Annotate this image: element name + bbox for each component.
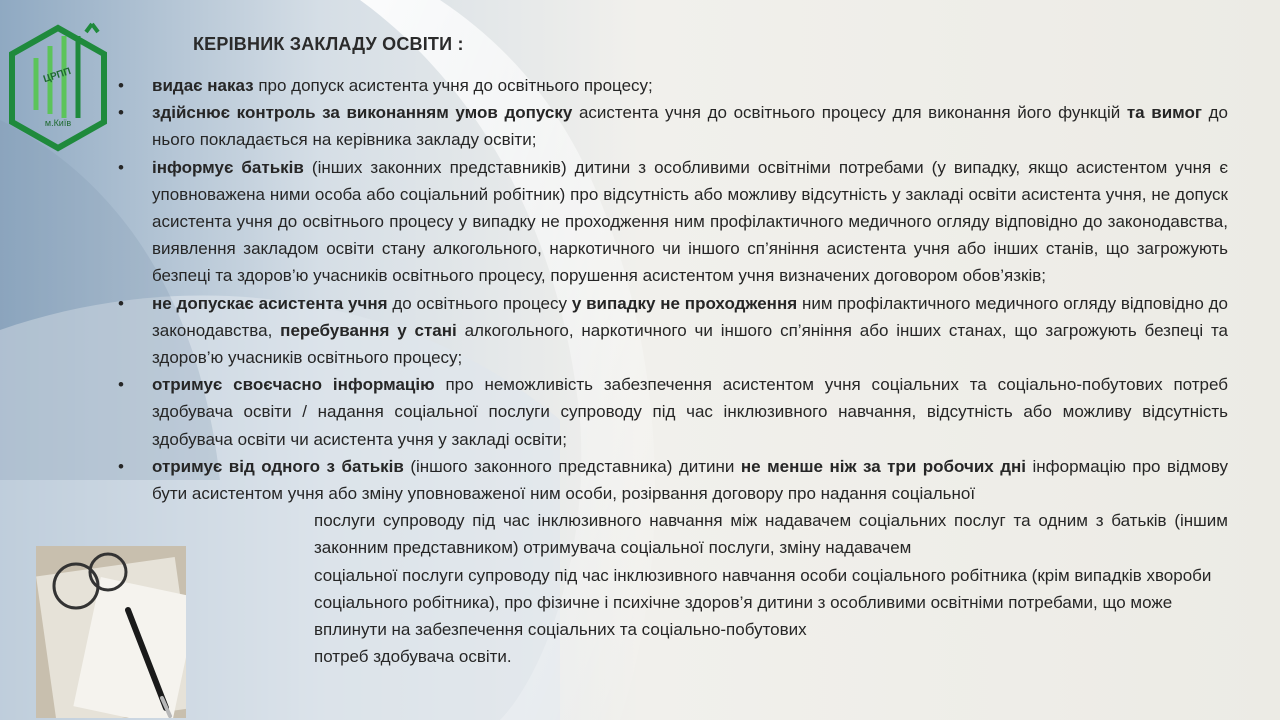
item-emphasis: отримує від одного з батьків xyxy=(152,456,404,476)
continuation-block xyxy=(118,507,1228,670)
item-emphasis: інформує батьків xyxy=(152,157,304,177)
bullet-icon: • xyxy=(118,157,124,177)
content-body xyxy=(118,72,1228,670)
item-emphasis: та вимог xyxy=(1126,103,1202,123)
list-item xyxy=(118,99,1228,153)
item-text: асистента учня до освітнього процесу для виконання його функцій xyxy=(572,103,1127,123)
item-text: (інших законних представників) дитини з особливими освітніми потребами (у випадку, якщо асистентом учня є уповноважена ними особа або соціальний робітник) про відсутність або можливу відсутність у закладі освіти асистента учня, не допуск асистента учня до освітнього процесу у випадку не проходження ним профілактичного медичного огляду відповідно до законодавства, виявлення закладом освіти стану алкогольного, наркотичного чи іншого сп’яніння асистента учня або інших станів, що загрожують безпеці та здоров’ю учасників освітнього процесу, порушення асистентом учня визначених договором обов’язків; xyxy=(152,157,1228,286)
bullet-icon: • xyxy=(118,293,124,313)
item-text: ним профілактичного медичного огляду відповідно до законодавства, xyxy=(152,293,1229,340)
list-item xyxy=(118,290,1228,372)
bullet-icon: • xyxy=(118,76,124,95)
item-emphasis: видає наказ xyxy=(152,76,254,95)
item-emphasis: отримує своєчасно інформацію xyxy=(152,375,435,395)
list-item xyxy=(118,371,1228,453)
item-text: алкогольного, наркотичного чи іншого сп’яніння або інших станах, що загрожують безпеці та здоров’ю учасників освітнього процесу; xyxy=(152,320,1229,368)
item-text: (іншого законного представника) дитини xyxy=(403,456,741,476)
logo-text-bottom: м.Київ xyxy=(44,118,72,128)
bullet-list xyxy=(118,72,1228,507)
list-item xyxy=(118,72,1228,99)
continuation-paragraph: потреб здобувача освіти. xyxy=(314,647,512,667)
bullet-icon: • xyxy=(118,375,124,395)
item-text: до освітнього процесу xyxy=(387,293,572,313)
bullet-icon: • xyxy=(118,103,124,123)
item-text: до нього покладається на керівника закладу освіти; xyxy=(152,103,1228,150)
list-item xyxy=(118,154,1228,290)
item-text: інформацію про відмову бути асистентом учня або зміну уповноваженої ним особи, розірвання договору про надання соціальної xyxy=(152,456,1229,504)
item-emphasis: перебування у стані xyxy=(280,320,457,340)
bullet-icon: • xyxy=(118,456,124,476)
continuation-paragraph: послуги супроводу під час інклюзивного навчання між надавачем соціальних послуг та одним з батьків (іншим законним представником) отримувача соціальної послуги, зміну надавачем xyxy=(314,511,1228,558)
item-emphasis: не допускає асистента учня xyxy=(152,293,388,313)
organization-logo xyxy=(6,18,110,152)
continuation-paragraph: соціальної послуги супроводу під час інклюзивного навчання особи соціального робітника (крім випадків хвороби соціального робітника), про фізичне і психічне здоров’я дитини з особливими освітніми потребами, що може вплинути на забезпечення соціальних та соціально-побутових xyxy=(314,565,1212,640)
page-title: КЕРІВНИК ЗАКЛАДУ ОСВІТИ : xyxy=(193,34,464,54)
item-text: про неможливість забезпечення асистентом учня соціальних та соціально-побутових потреб здобувача освіти / надання соціальної послуги супроводу під час інклюзивного навчання, відсутність або можливу відсутність здобувача освіти чи асистента учня у закладі освіти; xyxy=(152,375,1228,449)
item-text: про допуск асистента учня до освітнього процесу; xyxy=(253,76,653,95)
item-emphasis: здійснює контроль за виконанням умов допуску xyxy=(152,103,573,123)
item-emphasis: не менше ніж за три робочих дні xyxy=(740,456,1026,476)
list-item xyxy=(118,453,1228,507)
logo-text-top: ЦРПП xyxy=(42,66,73,86)
item-emphasis: у випадку не проходження xyxy=(571,293,798,313)
